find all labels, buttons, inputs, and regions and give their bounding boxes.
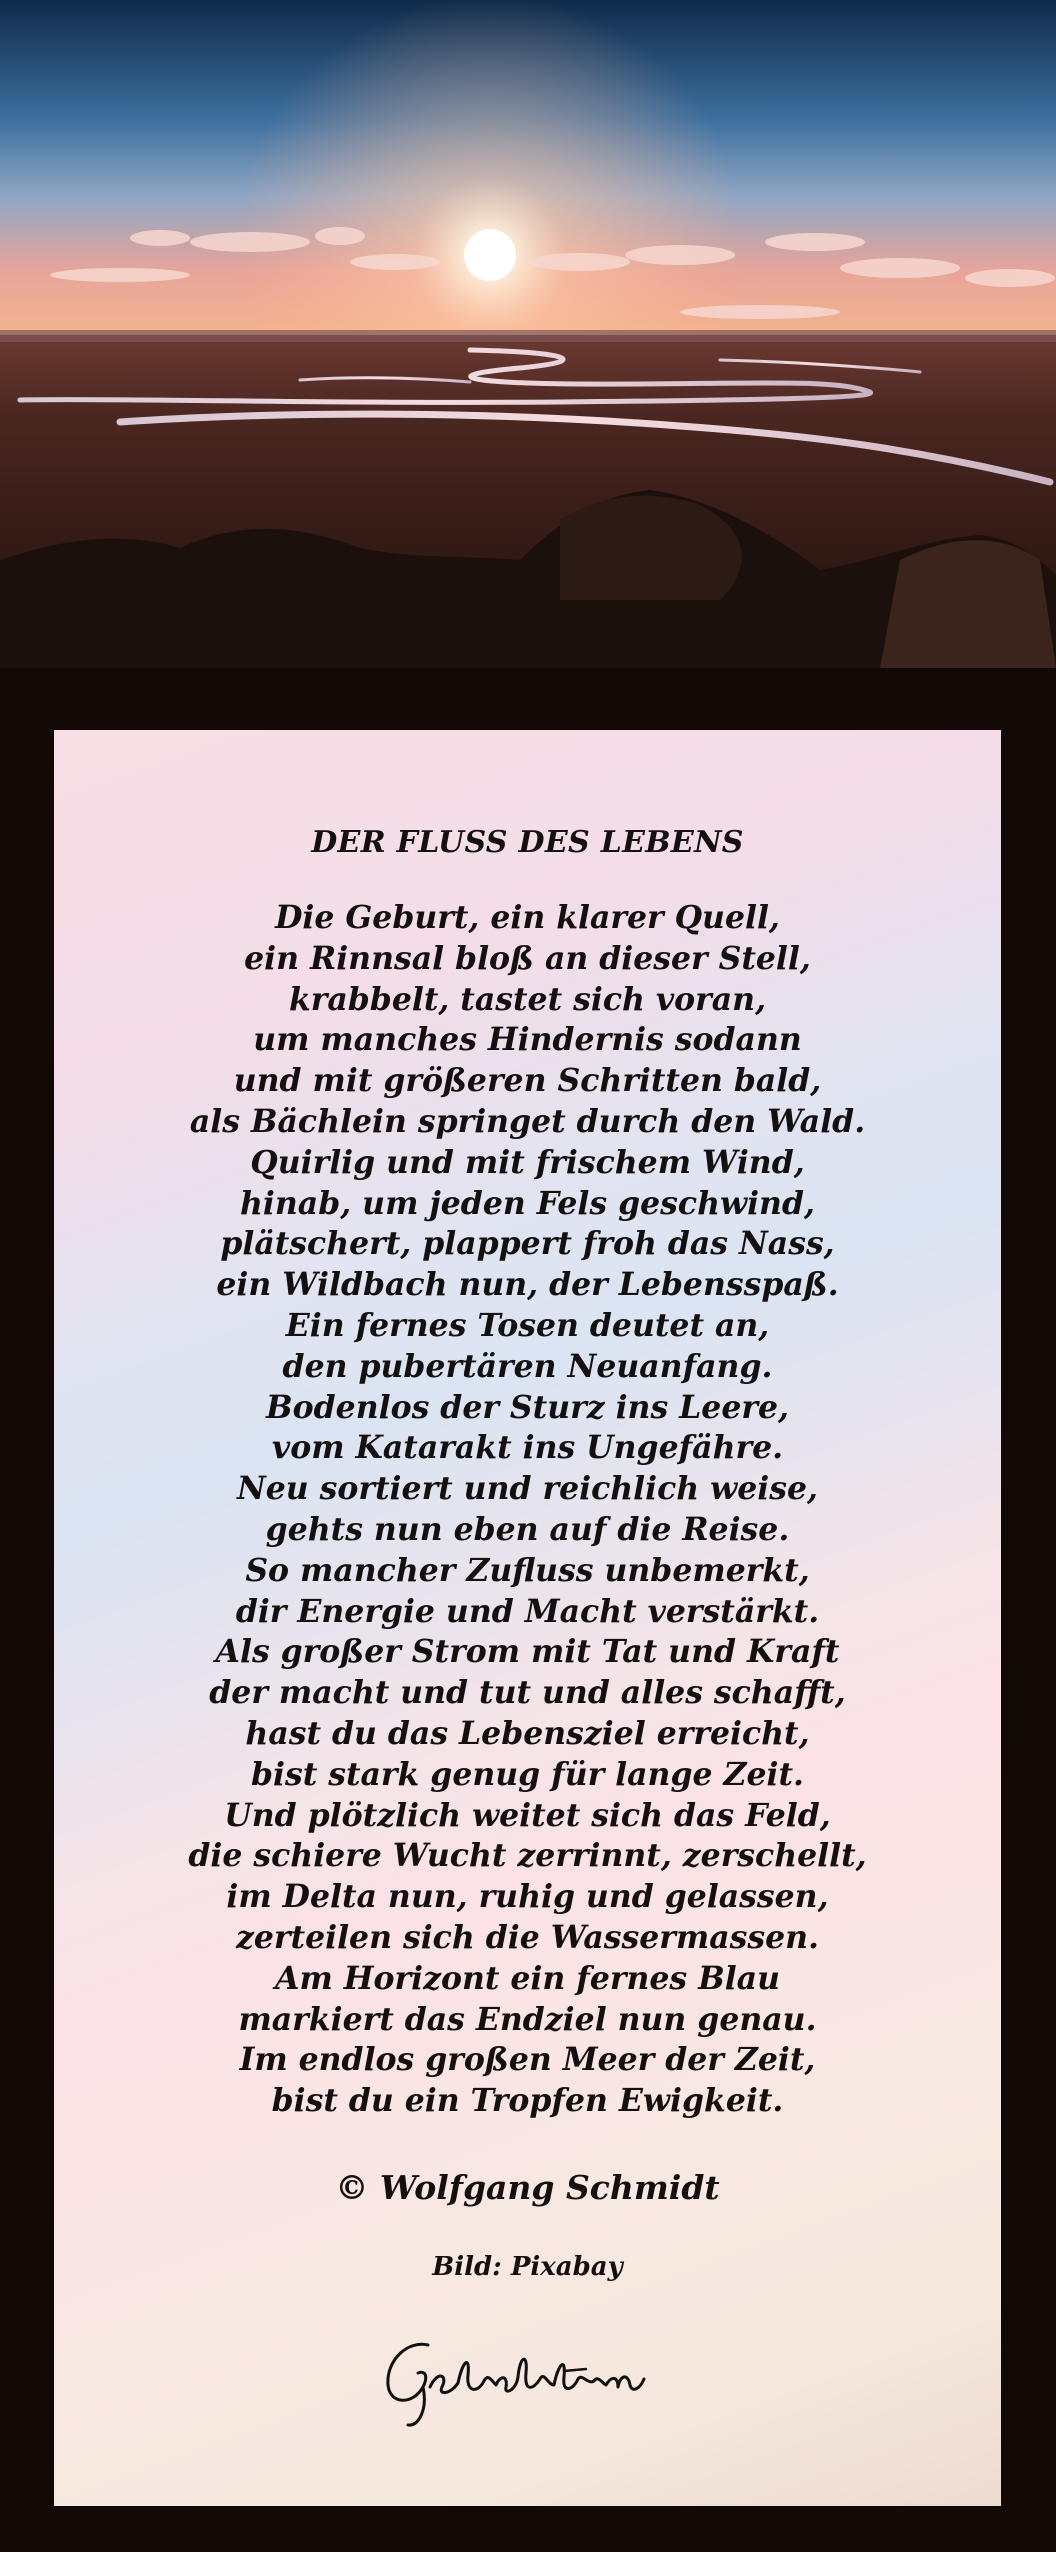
poem-line: hast du das Lebensziel erreicht, [245,1714,810,1752]
poem-body [54,898,1001,2122]
author-credit: © Wolfgang Schmidt [335,2168,720,2207]
poem-line: Neu sortiert und reichlich weise, [236,1470,819,1508]
poem-line: bist stark genug für lange Zeit. [250,1755,805,1793]
poem-line: der macht und tut und alles schafft, [209,1674,846,1712]
poem-line: plätschert, plappert froh das Nass, [220,1225,835,1263]
poem-line: Am Horizont ein fernes Blau [275,1959,780,1997]
poem-line: Und plötzlich weitet sich das Feld, [224,1796,831,1834]
poem-line: dir Energie und Macht verstärkt. [235,1592,820,1630]
handwritten-signature-icon [368,2315,688,2435]
poem-card [54,730,1001,2506]
poem-line: Im endlos großen Meer der Zeit, [239,2041,816,2079]
poem-line: Quirlig und mit frischem Wind, [250,1143,805,1181]
poem-line: bist du ein Tropfen Ewigkeit. [271,2082,784,2120]
poem-line: Als großer Strom mit Tat und Kraft [215,1633,840,1671]
poem-line: zerteilen sich die Wassermassen. [236,1918,819,1956]
poem-line: vom Katarakt ins Ungefähre. [271,1429,784,1467]
header-photo [0,0,1056,668]
poem-line: markiert das Endziel nun genau. [238,2000,817,2038]
poem-line: gehts nun eben auf die Reise. [265,1510,790,1548]
poem-title: DER FLUSS DES LEBENS [311,825,744,860]
poem-line: Die Geburt, ein klarer Quell, [275,899,780,936]
poem-line: Bodenlos der Sturz ins Leere, [266,1388,789,1426]
poem-line: den pubertären Neuanfang. [282,1347,773,1385]
sunset-river-landscape-image [0,0,1056,668]
poem-line: ein Rinnsal bloß an dieser Stell, [244,939,811,977]
signature-logo [54,2315,1001,2439]
image-credit: Bild: Pixabay [432,2252,623,2282]
poem-line: Ein fernes Tosen deutet an, [285,1306,770,1344]
poem-line: die schiere Wucht zerrinnt, zerschellt, [188,1837,867,1875]
poem-line: als Bächlein springet durch den Wald. [189,1102,866,1140]
poem-line: und mit größeren Schritten bald, [233,1062,822,1100]
poem-line: ein Wildbach nun, der Lebensspaß. [216,1266,839,1304]
poem-line: im Delta nun, ruhig und gelassen, [226,1878,829,1916]
poem-line: um manches Hindernis sodann [253,1021,802,1059]
poem-line: So mancher Zufluss unbemerkt, [245,1551,810,1589]
poem-line: hinab, um jeden Fels geschwind, [240,1184,815,1222]
poem-line: krabbelt, tastet sich voran, [288,980,767,1018]
